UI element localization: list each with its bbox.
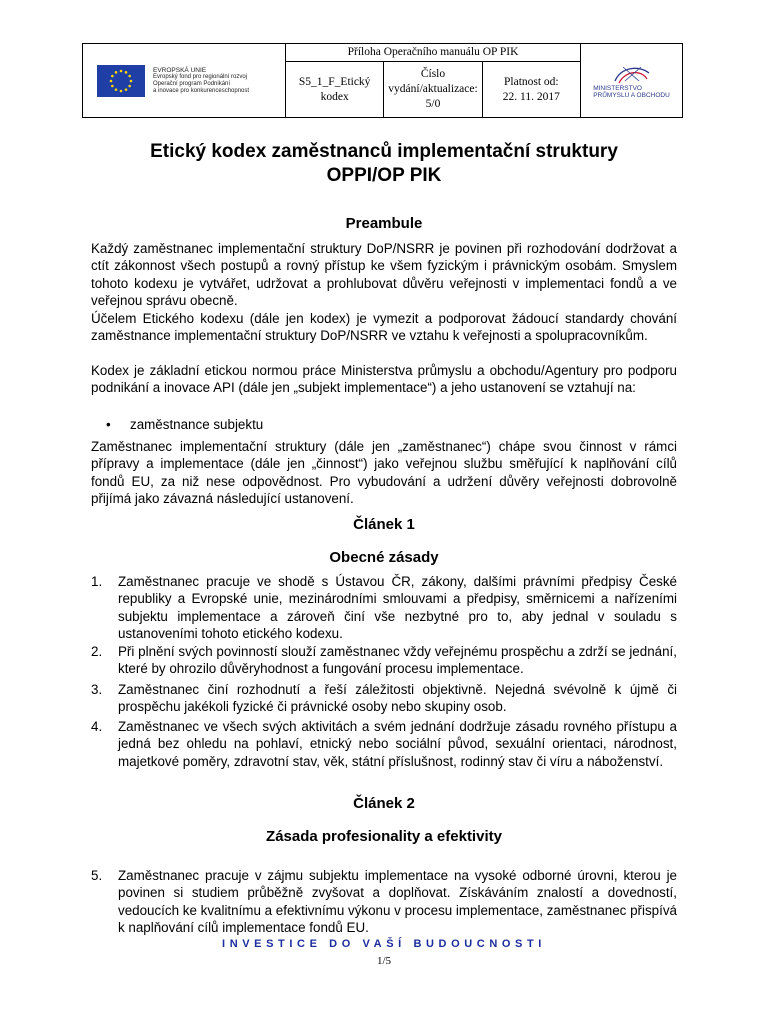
list-item-text: Zaměstnanec ve všech svých aktivitách a svém jednání dodržuje zásadu rovného přístupu a jedná bez ohledu na pohlaví, etnický nebo sociální původ, sexuální orientaci, národnost, majetkové poměry, zdravotní stav, věk, státní příslušnost, rodinný stav či víru a náboženství.: [118, 719, 677, 769]
list-item-number: 4.: [91, 719, 103, 734]
list-item-number: 3.: [91, 682, 103, 697]
annex-title: Příloha Operačního manuálu OP PIK: [286, 44, 581, 62]
eu-logo-text: [153, 67, 249, 95]
eu-star-icon: [115, 71, 118, 74]
preamble-paragraph-2: Účelem Etického kodexu (dále jen kodex) je vymezit a podporovat žádoucí standardy chování zaměstnance implementační struktury DoP/NSRR ve vztahu k veřejnosti a spolupracovníkům.: [91, 311, 677, 344]
page-number: 1/5: [376, 955, 392, 967]
validity-cell: [482, 62, 580, 118]
eu-logo-line: EVROPSKÁ UNIE: [153, 66, 207, 74]
list-item: [91, 867, 677, 937]
eu-logo-cell: [83, 44, 286, 118]
footer-motto: INVESTICE DO VAŠÍ BUDOUCNOSTI: [222, 938, 546, 950]
eu-star-icon: [128, 74, 131, 77]
eu-logo-line: a inovace pro konkurenceschopnost: [153, 87, 250, 94]
article-2-heading: Článek 2: [353, 795, 415, 812]
list-item-text: Zaměstnanec činí rozhodnutí a řeší záležitosti objektivně. Nejedná svévolně k újmě či prospěchu jakékoli fyzické či právnické osoby nebo skupiny osob.: [118, 682, 677, 715]
preamble-bullet-item: • zaměstnance subjektu: [130, 416, 263, 433]
document-title-line1: Etický kodex zaměstnanců implementační struktury: [150, 141, 618, 162]
list-item-text: Zaměstnanec pracuje ve shodě s Ústavou ČR, zákony, dalšími právními předpisy České republiky a Evropské unie, mezinárodními smlouvami a předpisy, směrnicemi a nařízeními subjektu implementace a zároveň činí vše nezbytné pro to, aby jednal v souladu s ustanoveními tohoto etického kodexu.: [118, 574, 677, 642]
eu-star-icon: [120, 69, 123, 72]
ministry-logo-cell: [581, 44, 683, 118]
list-item: [91, 643, 677, 678]
list-item: [91, 718, 677, 770]
article-1-heading: Článek 1: [353, 516, 415, 533]
list-item-number: 2.: [91, 644, 103, 659]
eu-flag-icon: [97, 65, 145, 97]
document-title: [0, 140, 768, 188]
document-header-table: [82, 43, 683, 118]
list-item-text: Zaměstnanec pracuje v zájmu subjektu implementace na vysoké odborné úrovni, kterou je povinen si studiem průběžně zvyšovat a doplňovat. Získáváním znalostí a dovedností, vedoucích ke kvalitnímu a efektivnímu výkonu v procesu implementace, zaměstnanec přispívá k naplňování cílů implementace fondů EU.: [118, 868, 677, 936]
preamble-paragraph-4: Zaměstnanec implementační struktury (dále jen „zaměstnanec“) chápe svou činnost v rámci přípravy a implementace (dále jen „činnost“) jako veřejnou službu směřující k naplňování cílů fondů EU, za niž nese odpovědnost. Pro vybudování a udržení důvěry veřejnosti dobrovolně přijímá jako závazná následující ustanovení.: [91, 439, 677, 507]
version-cell: [384, 62, 482, 118]
ministry-logo-icon: [611, 63, 653, 85]
ministry-name-line: PRŮMYSLU A OBCHODU: [593, 91, 670, 99]
eu-star-icon: [130, 79, 133, 82]
preamble-paragraph-3: Kodex je základní etickou normou práce Ministerstva průmyslu a obchodu/Agentury pro podporu podnikání a inovace API (dále jen „subjekt implementace“) a jeho ustanovení se vztahují na:: [91, 363, 677, 396]
list-item: [91, 681, 677, 716]
list-item-number: 5.: [91, 868, 103, 883]
eu-star-icon: [111, 84, 114, 87]
document-title-line2: OPPI/OP PIK: [326, 165, 442, 186]
eu-logo-line: Operační program Podnikání: [153, 80, 231, 87]
preamble-heading: Preambule: [345, 215, 423, 232]
list-item-text: Při plnění svých povinností slouží zaměstnanec vždy veřejnému prospěchu a zdrží se jednání, které by ohrozilo důvěryhodnost a fungování procesu implementace.: [118, 644, 677, 677]
eu-star-icon: [128, 84, 131, 87]
eu-star-icon: [110, 79, 113, 82]
validity-label: Platnost od:: [504, 75, 559, 88]
article-2-subheading: Zásada profesionality a efektivity: [266, 828, 502, 845]
eu-logo-line: Evropský fond pro regionální rozvoj: [153, 73, 248, 80]
eu-star-icon: [125, 88, 128, 91]
eu-star-icon: [120, 89, 123, 92]
eu-star-icon: [111, 74, 114, 77]
version-label: Číslo vydání/aktualizace:: [388, 68, 478, 95]
list-item-number: 1.: [91, 574, 103, 589]
preamble-paragraph-1: Každý zaměstnanec implementační struktury DoP/NSRR je povinen při rozhodování dodržovat a ctít zákonnost všech postupů a rovný přístup ke všem fyzickým i právnickým osobám. Smyslem tohoto kodexu je vytvářet, udržovat a prohlubovat důvěru veřejnosti v implementaci fondů a ve veřejnou správu obecně.: [91, 241, 677, 309]
eu-star-icon: [115, 88, 118, 91]
version-value: 5/0: [425, 98, 441, 110]
document-code: S5_1_F_Etický kodex: [286, 62, 384, 118]
ministry-name-line: MINISTERSTVO: [593, 84, 642, 92]
eu-star-icon: [125, 71, 128, 74]
list-item: [91, 573, 677, 643]
validity-date: 22. 11. 2017: [502, 90, 560, 103]
article-1-subheading: Obecné zásady: [329, 549, 439, 566]
